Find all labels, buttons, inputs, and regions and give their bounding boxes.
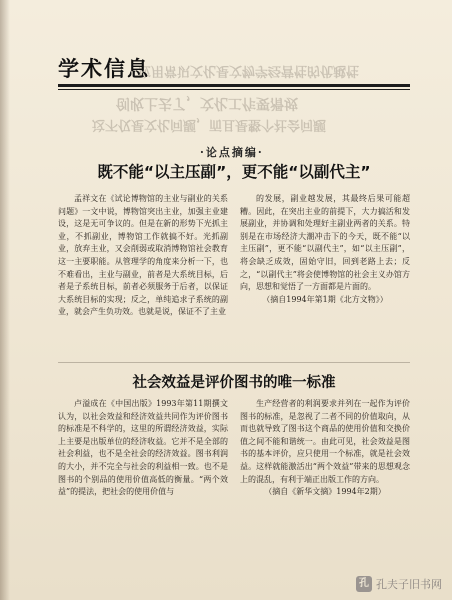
article-2-left-column: [58, 398, 228, 548]
article-1-left-text: 孟祥文在《试论博物馆的主业与副业的关系问题》一文中说，博物馆突出主业，加强主业建设，这是无可争议的。但是在新的形势下光抓主业，不抓副业，博物馆工作就搞不好。光抓副业，放弃主业，又会削弱或取消博物馆社会教育这一主要职能。从管理学的角度来分析一下，也不难看出，主业与副业，前者是大系统目标，后者是子系统目标，前者必须服务于后者，以保证大系统目标的实现；反之，单纯追求子系统的副业，就会产生负功效。也就是说，保证不了主业: [58, 194, 228, 317]
watermark-text: 孔夫子旧书网: [376, 578, 442, 591]
kongfz-logo-icon: 孔: [356, 576, 372, 592]
article-1-source: （摘自1994年第1期《北方文物》）: [262, 294, 388, 304]
article-2-title: 社会效益是评价图书的唯一标准: [132, 375, 336, 391]
show-through-text-2: 创收上去了，文化工作要滑坡: [116, 95, 298, 111]
section-header: [58, 57, 410, 81]
watermark: [356, 576, 442, 592]
article-2-left-text: 卢溢成在《中国出版》1993年第11期撰文认为，以社会效益和经济效益共同作为评价图书的标准是不科学的，这里的所谓经济效益，实际上主要是出版单位的经济收益。它并不是全部的社会利益，也不是全社会的经济效益。图书利润的大小，并不完全与社会的利益相一致。也不是图书的个别品的使用价值高低的衡量。“两个效益”的提法，把社会的使用价值与: [58, 399, 228, 497]
article-2-body: [58, 398, 410, 548]
header-rule-thick: [58, 84, 410, 87]
article-1-right-text: 的发展，副业越发展，其最终后果可能超糟。因此，在突出主业的前提下，大力搞活和发展副业，并协调和处理好主副业两者的关系。特别是在市场经济大潮冲击下的今天，既不能“以主压副”，更不能“以副代主”，如“以主压副”，将会缺乏成效，固始守旧，回到老路上去；反之，“以副代主”将会使博物馆的社会主义办馆方向，思想和觉悟了一方面都是片面的。: [240, 194, 410, 292]
column-tag: ·论点摘编·: [200, 146, 264, 159]
article-2-right-text: 生产经营者的利润要求并列在一起作为评价图书的标准，是忽视了二者不同的价值取向，从而也就导致了图书这个商品的使用价值和交换价值之间不能和谐统一。由此可见，社会效益是图书的基本评价，应只使用一个标准，就是社会效益。这样就能激活出“两个效益”带来的思想观念上的混乱，有利于端正出版工作的方向。: [240, 399, 410, 484]
article-1-title: 既不能“以主压副”，更不能“以副代主”: [97, 163, 371, 181]
article-1-left-column: [58, 193, 228, 355]
article-divider: [58, 362, 410, 363]
article-2-right-column: [240, 398, 410, 548]
section-title: 学术信息: [58, 57, 150, 81]
article-1-right-column: [240, 193, 410, 355]
show-through-text-3: 这不仅是文化问题，而且是整个社会问题: [92, 117, 327, 132]
header-rule-thin: [58, 89, 410, 90]
article-2-source: （摘自《新华文摘》1994年2期）: [264, 487, 386, 497]
show-through-text-1: 应用常识文化是文物学经营性的优越性: [138, 63, 360, 78]
article-1-body: [58, 193, 410, 355]
